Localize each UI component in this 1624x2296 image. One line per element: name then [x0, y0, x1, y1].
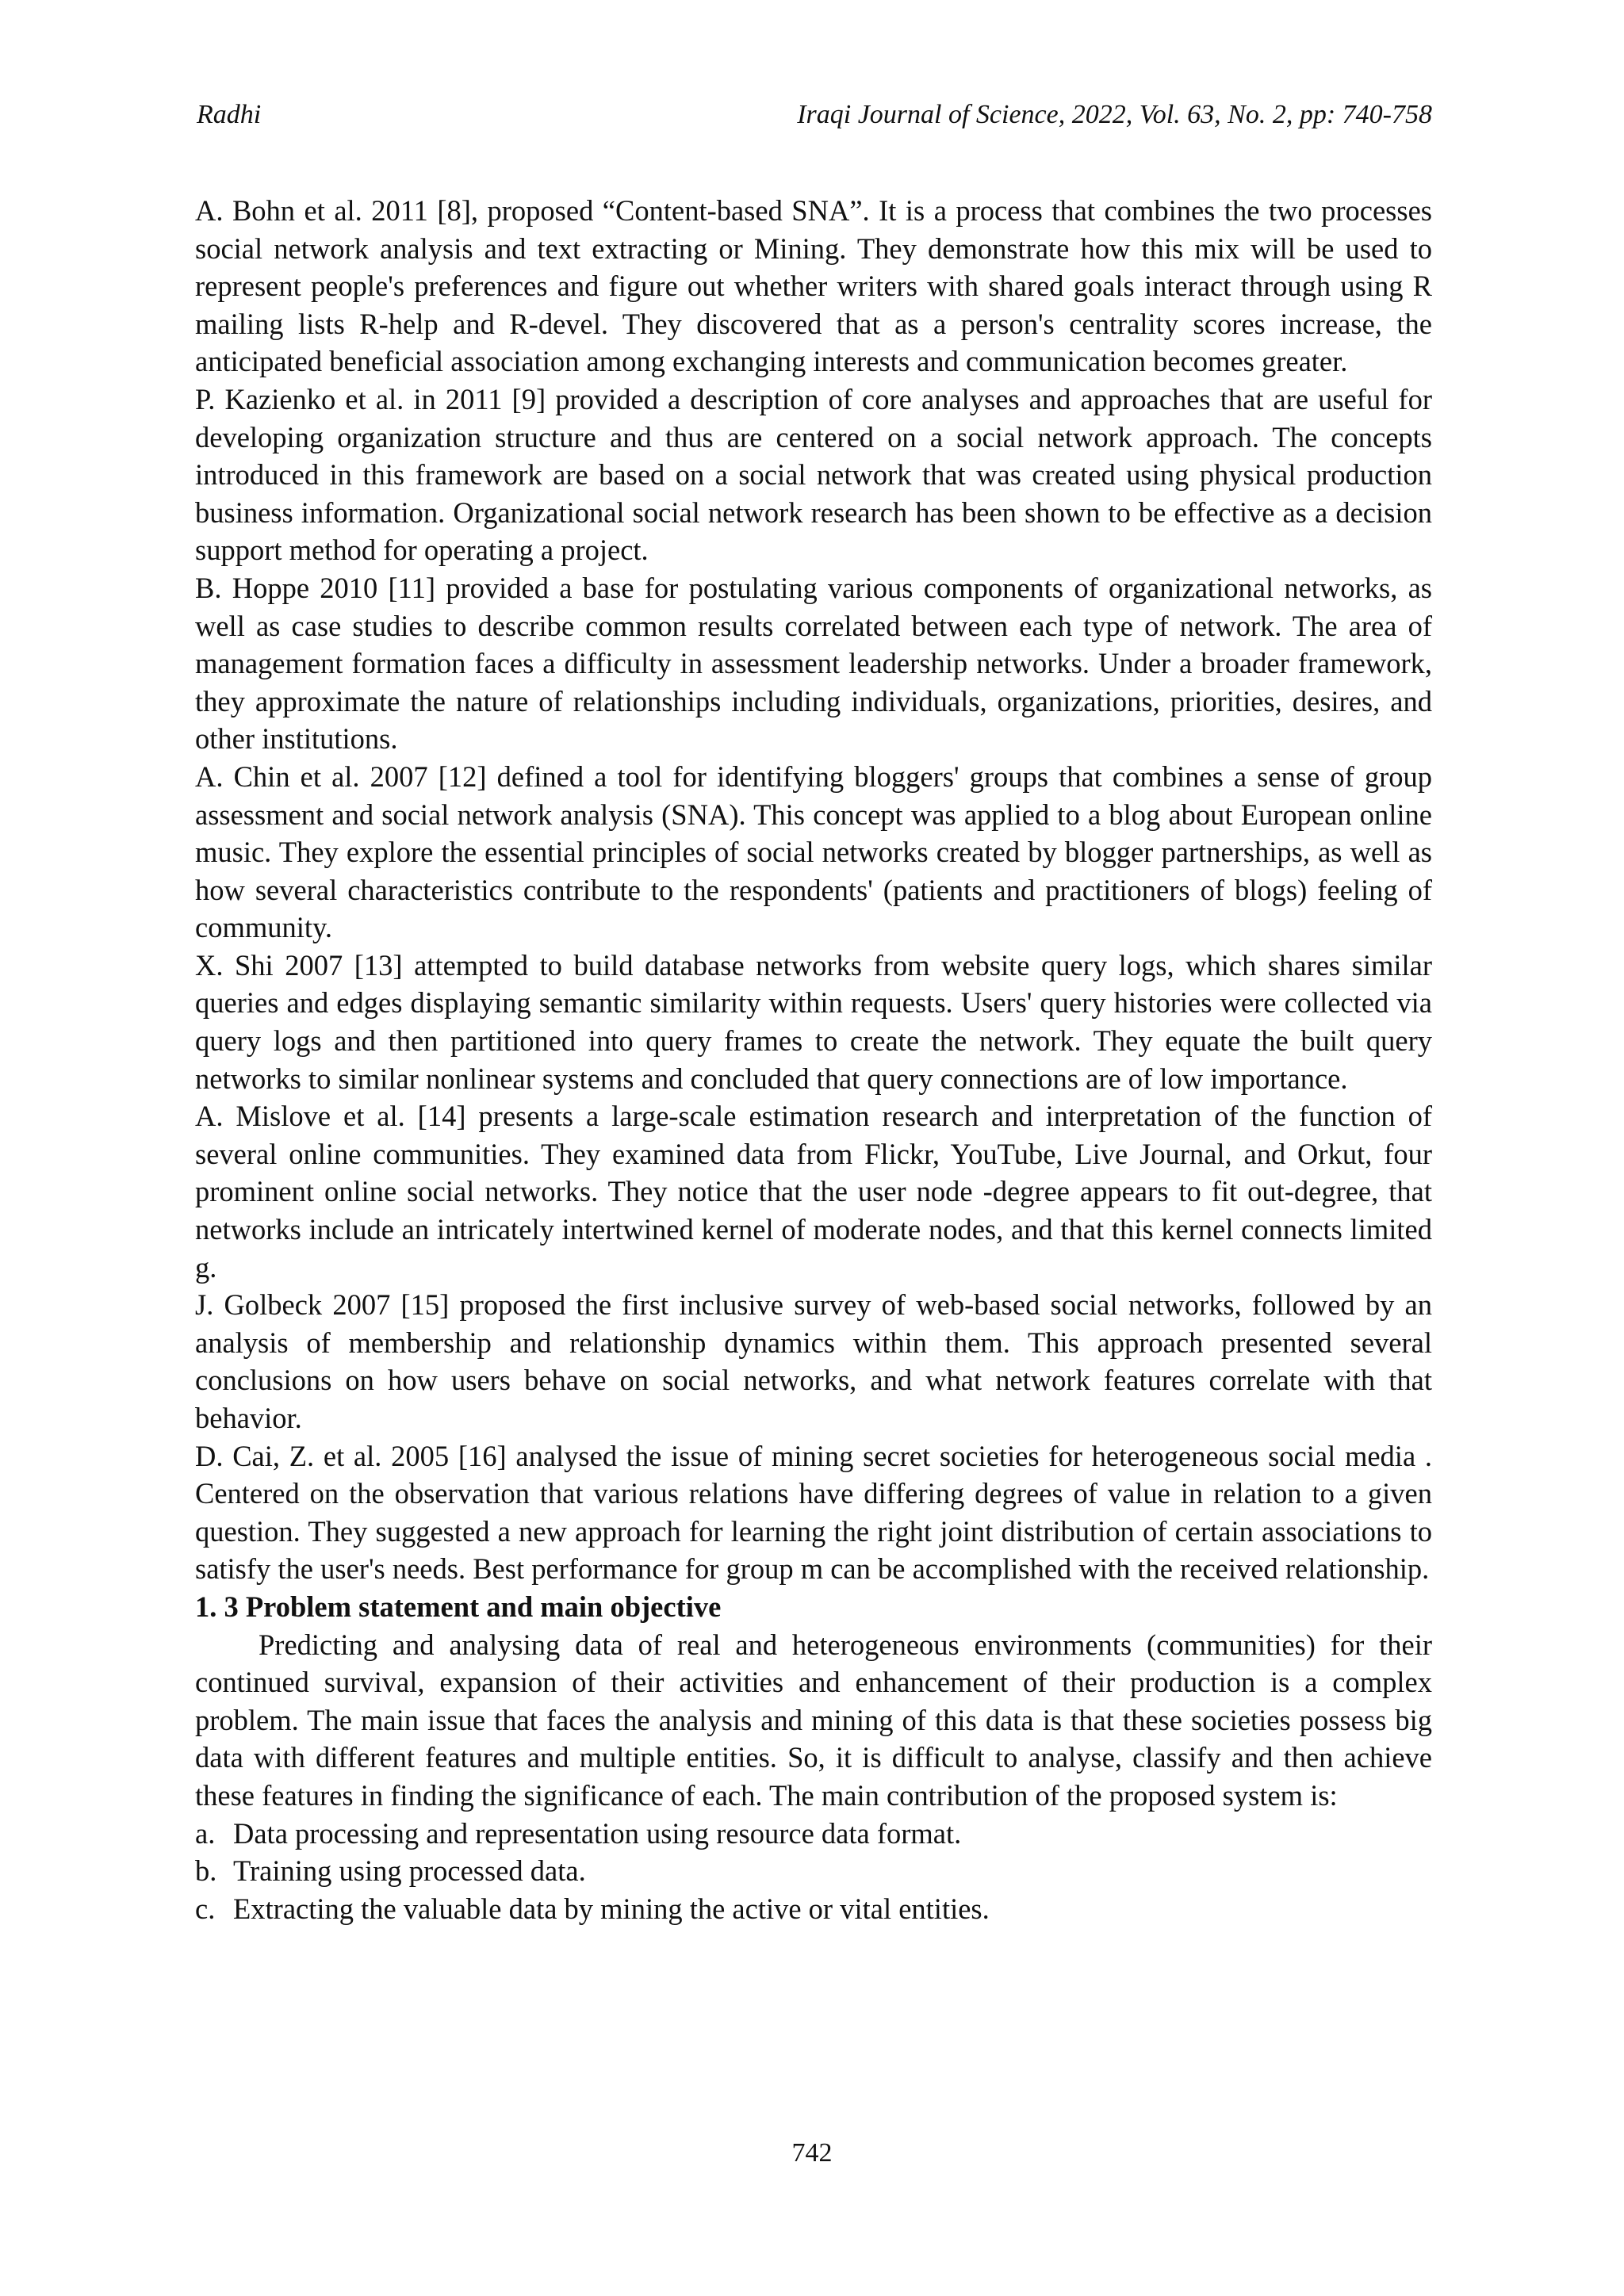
paragraph-chin: A. Chin et al. 2007 [12] defined a tool for identifying bloggers' groups that combines a sense of group assessment and social network analysis (SNA). This concept was applied to a blog about European online music. They explore the essential principles of social networks created by blogger partnerships, as well as how several characteristics contribute to the respondents' (patients and practitioners of blogs) feeling of community.	[195, 760, 1432, 944]
paragraph-hoppe: B. Hoppe 2010 [11] provided a base for postulating various components of organizational networks, as well as case studies to describe common results correlated between each type of network. The area of management formation faces a difficulty in assessment leadership networks. Under a broader framework, they approximate the nature of relationships including individuals, organizations, priorities, desires, and other institutions.	[195, 571, 1432, 756]
running-header	[197, 95, 1432, 135]
list-item-text: Training using processed data.	[233, 1854, 586, 1888]
list-item-text: Data processing and representation using resource data format.	[233, 1816, 962, 1850]
paragraph-golbeck: J. Golbeck 2007 [15] proposed the first inclusive survey of web-based social networks, followed by an analysis of membership and relationship dynamics within them. This approach presented several conclusions on how users behave on social networks, and what network features correlate with that behavior.	[195, 1288, 1432, 1434]
paragraph-shi: X. Shi 2007 [13] attempted to build database networks from website query logs, which shares similar queries and edges displaying semantic similarity within requests. Users' query histories were collected via query logs and then partitioned into query frames to create the network. They equate the built query networks to similar nonlinear systems and concluded that query connections are of low importance.	[195, 948, 1432, 1095]
list-item-marker: c.	[195, 1892, 216, 1925]
list-item	[195, 1852, 1432, 1890]
paragraph-bohn: A. Bohn et al. 2011 [8], proposed “Content-based SNA”. It is a process that combines the two processes social network analysis and text extracting or Mining. They demonstrate how this mix will be used to represent people's preferences and figure out whether writers with shared goals interact through using R mailing lists R-help and R-devel. They discovered that as a person's centrality scores increase, the anticipated beneficial association among exchanging interests and communication becomes greater.	[195, 194, 1432, 378]
list-item-marker: a.	[195, 1816, 216, 1850]
contribution-list	[195, 1815, 1432, 1928]
paragraph-cai: D. Cai, Z. et al. 2005 [16] analysed the issue of mining secret societies for heterogeneous social media . Centered on the observation that various relations have differing degrees of value in relation to a given question. They suggested a new approach for learning the right joint distribution of certain associations to satisfy the user's needs. Best performance for group m can be accomplished with the received relationship.	[195, 1439, 1432, 1586]
paragraph-kazienko: P. Kazienko et al. in 2011 [9] provided a description of core analyses and approaches that are useful for developing organization structure and thus are centered on a social network approach. The concepts introduced in this framework are based on a social network that was created using physical production business information. Organizational social network research has been shown to be effective as a decision support method for operating a project.	[195, 382, 1432, 567]
section-intro-paragraph: Predicting and analysing data of real and heterogeneous environments (communities) for their continued survival, expansion of their activities and enhancement of their production is a complex problem. The main issue that faces the analysis and mining of this data is that these societies possess big data with different features and multiple entities. So, it is difficult to analyse, classify and then achieve these features in finding the significance of each. The main contribution of the proposed system is:	[195, 1628, 1432, 1812]
list-item	[195, 1815, 1432, 1853]
list-item-text: Extracting the valuable data by mining the active or vital entities.	[233, 1892, 990, 1925]
header-author: Radhi	[197, 100, 262, 129]
header-journal-citation: Iraqi Journal of Science, 2022, Vol. 63, No. 2, pp: 740-758	[797, 100, 1432, 129]
list-item	[195, 1890, 1432, 1928]
main-text	[195, 192, 1432, 1927]
list-item-marker: b.	[195, 1854, 217, 1888]
paragraph-mislove: A. Mislove et al. [14] presents a large-scale estimation research and interpretation of the function of several online communities. They examined data from Flickr, YouTube, Live Journal, and Orkut, four prominent online social networks. They notice that the user node -degree appears to fit out-degree, that networks include an intricately intertwined kernel of moderate nodes, and that this kernel connects limited g.	[195, 1100, 1432, 1284]
page-number: 742	[791, 2138, 833, 2168]
section-heading: 1. 3 Problem statement and main objective	[195, 1590, 722, 1623]
